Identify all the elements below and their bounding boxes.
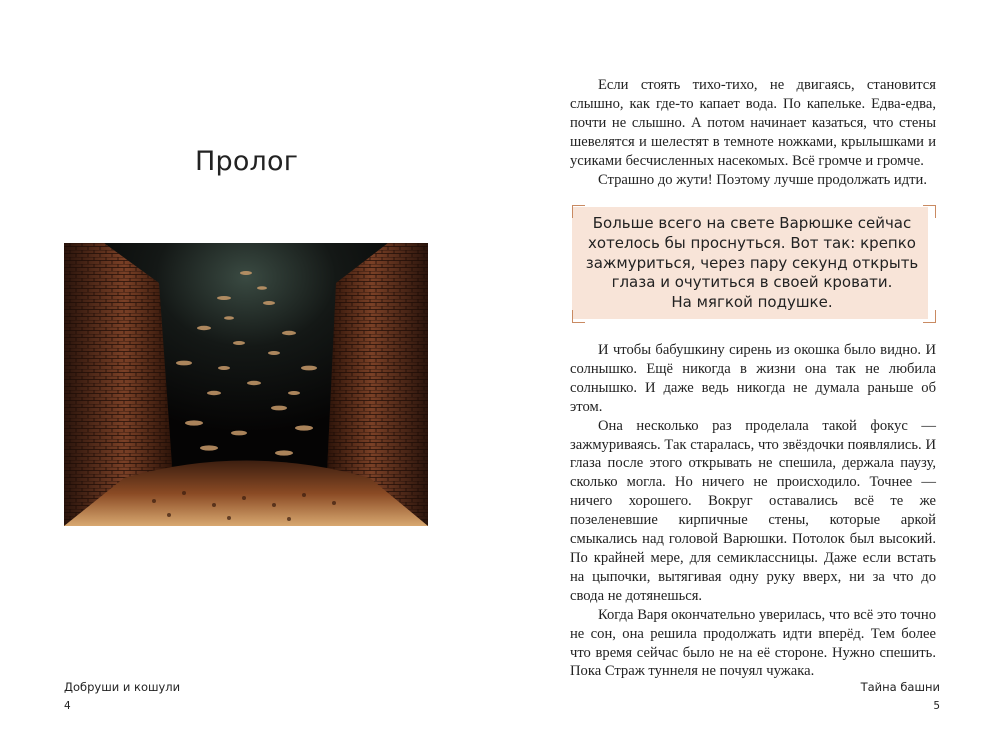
left-footer — [64, 680, 180, 714]
quote-line: Больше всего на свете Варюшке сейчас — [592, 214, 912, 232]
right-page — [500, 0, 1000, 750]
right-page-number: 5 — [933, 700, 940, 712]
text-block-bottom — [570, 341, 936, 681]
tunnel-illustration — [64, 243, 428, 526]
left-footer-book-title: Добруши и кошули — [64, 680, 181, 694]
right-footer-book-title: Тайна башни — [860, 680, 940, 694]
chapter-title: Пролог — [195, 146, 299, 177]
paragraph: Страшно до жути! Поэтому лучше продолжать идти. — [598, 171, 927, 188]
text-block-top — [570, 76, 936, 189]
paragraph: Когда Варя окончательно уверилась, что всё это точно не сон, она решила продолжать идти вперёд. Тем более что время сейчас было не на её стороне. Нужно спешить. Пока Страж туннеля не почуял чужака. — [570, 606, 936, 680]
quote-line: зажмуриться, через пару секунд открыть — [585, 253, 919, 272]
paragraph: Она несколько раз проделала такой фокус — зажмуриваясь. Так старалась, что звёздочки появлялись. И глаза после этого открывать не спешила, держала паузу, сколько могла. Но ничего не происходило. Точнее — ничего хорошего. Вокруг оставались всё те же позеленевшие кирпичные стены, которые аркой смыкались над головой Варюшки. Потолок был высокий. По крайней мере, для семиклассницы. Даже если встать на цыпочки, вытягивая одну руку вверх, ни за что до свода не дотянешься. — [570, 417, 936, 604]
quote-line: На мягкой подушке. — [671, 293, 833, 312]
highlighted-quote — [572, 205, 936, 323]
paragraph: И чтобы бабушкину сирень из окошка было видно. И солнышко. Ещё никогда в жизни она так не любила солнышко. И даже ведь никогда не думала раньше об этом. — [570, 342, 936, 415]
tunnel-with-insects-illustration — [64, 243, 428, 526]
corner-bracket-icon — [923, 310, 936, 323]
corner-bracket-icon — [923, 205, 936, 218]
left-page-number: 4 — [64, 700, 71, 712]
right-footer — [861, 680, 940, 714]
quote-line: глаза и очутиться в своей кровати. — [611, 273, 893, 292]
quote-text — [582, 214, 922, 313]
paragraph: Если стоять тихо-тихо, не двигаясь, становится слышно, как где-то капает вода. По капельке. Едва-едва, почти не слышно. А потом начинает казаться, что стены шевелятся и шелестят в темноте ножками, крылышками и усиками бесчисленных насекомых. Всё громче и громче. — [570, 77, 936, 169]
quote-line: хотелось бы проснуться. Вот так: крепко — [588, 233, 916, 252]
